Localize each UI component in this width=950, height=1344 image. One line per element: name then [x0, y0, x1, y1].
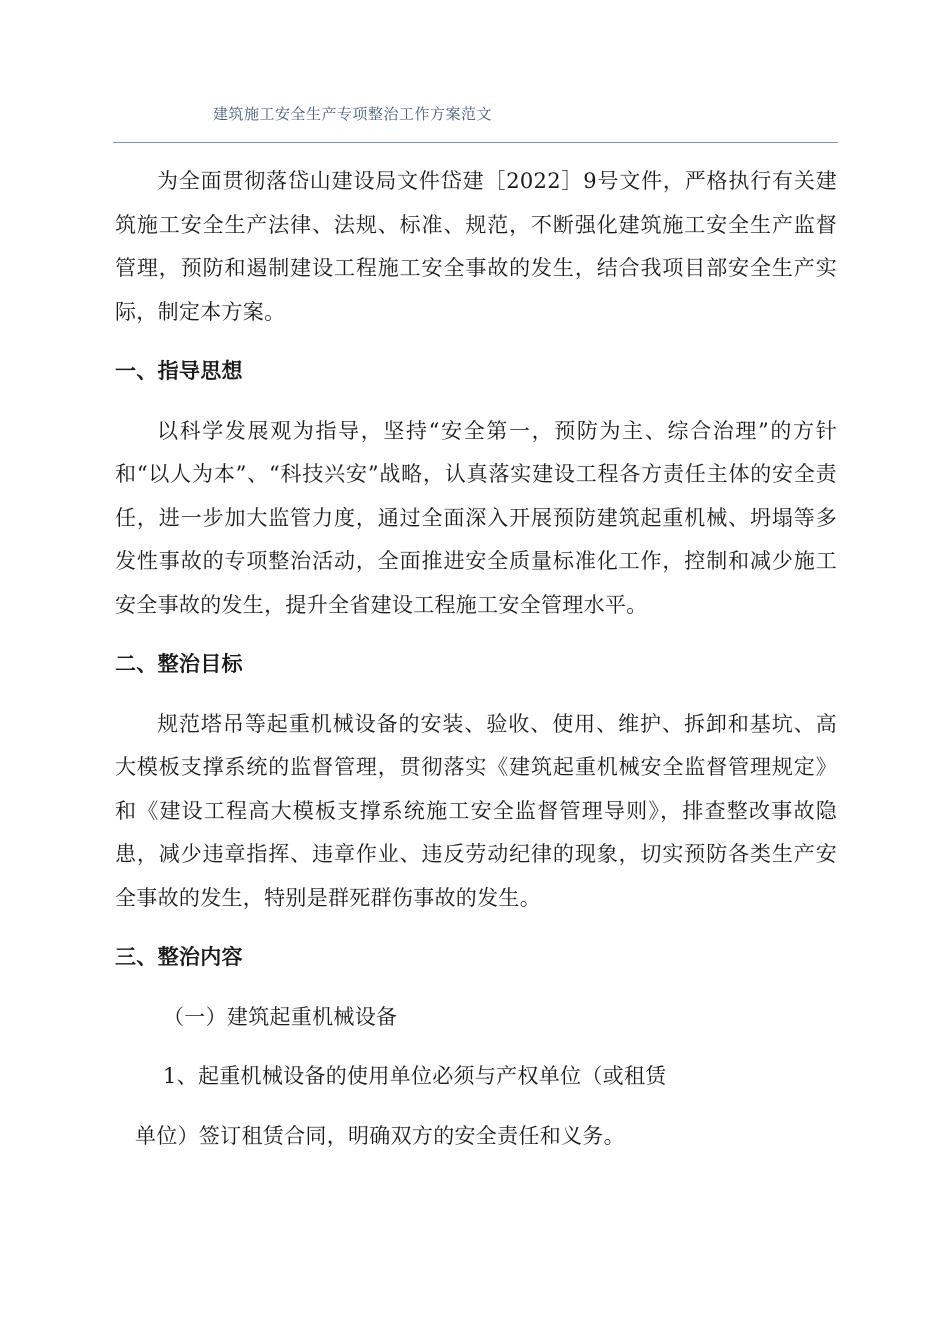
sub-heading-lifting-machinery: （一）建筑起重机械设备	[163, 1004, 398, 1029]
section-heading-content: 三、整治内容	[115, 945, 243, 969]
running-header: 建筑施工安全生产专项整治工作方案范文	[213, 105, 493, 123]
list-item-line-1: 1、起重机械设备的使用单位必须与产权单位（或租赁	[163, 1064, 667, 1088]
section-body-objectives: 规范塔吊等起重机械设备的安装、验收、使用、维护、拆卸和基坑、高大模板支撑系统的监督管理，贯彻落实《建筑起重机械安全监督管理规定》和《建设工程高大模板支撑系统施工安全监督管理导则》，排查整改事故隐患，减少违章指挥、违章作业、违反劳动纪律的现象，切实预防各类生产安全事故的发生，特别是群死群伤事故的发生。	[115, 711, 837, 910]
section-heading-guiding-ideology: 一、指导思想	[115, 359, 243, 383]
document-body	[115, 160, 837, 1158]
section-body-guiding-ideology: 以科学发展观为指导，坚持“安全第一，预防为主、综合治理”的方针和“以人为本”、“科技兴安”战略，认真落实建设工程各方责任主体的安全责任，进一步加大监管力度，通过全面深入开展预防建筑起重机械、坍塌等多发性事故的专项整治活动，全面推进安全质量标准化工作，控制和减少施工安全事故的发生，提升全省建设工程施工安全管理水平。	[115, 418, 837, 617]
header-divider	[113, 142, 838, 143]
section-heading-objectives: 二、整治目标	[115, 652, 243, 676]
intro-paragraph: 为全面贯彻落岱山建设局文件岱建［2022］9号文件，严格执行有关建筑施工安全生产法律、法规、标准、规范，不断强化建筑施工安全生产监督管理，预防和遏制建设工程施工安全事故的发生，结合我项目部安全生产实际，制定本方案。	[115, 169, 837, 324]
list-item-line-2: 单位）签订租赁合同，明确双方的安全责任和义务。	[135, 1123, 625, 1148]
